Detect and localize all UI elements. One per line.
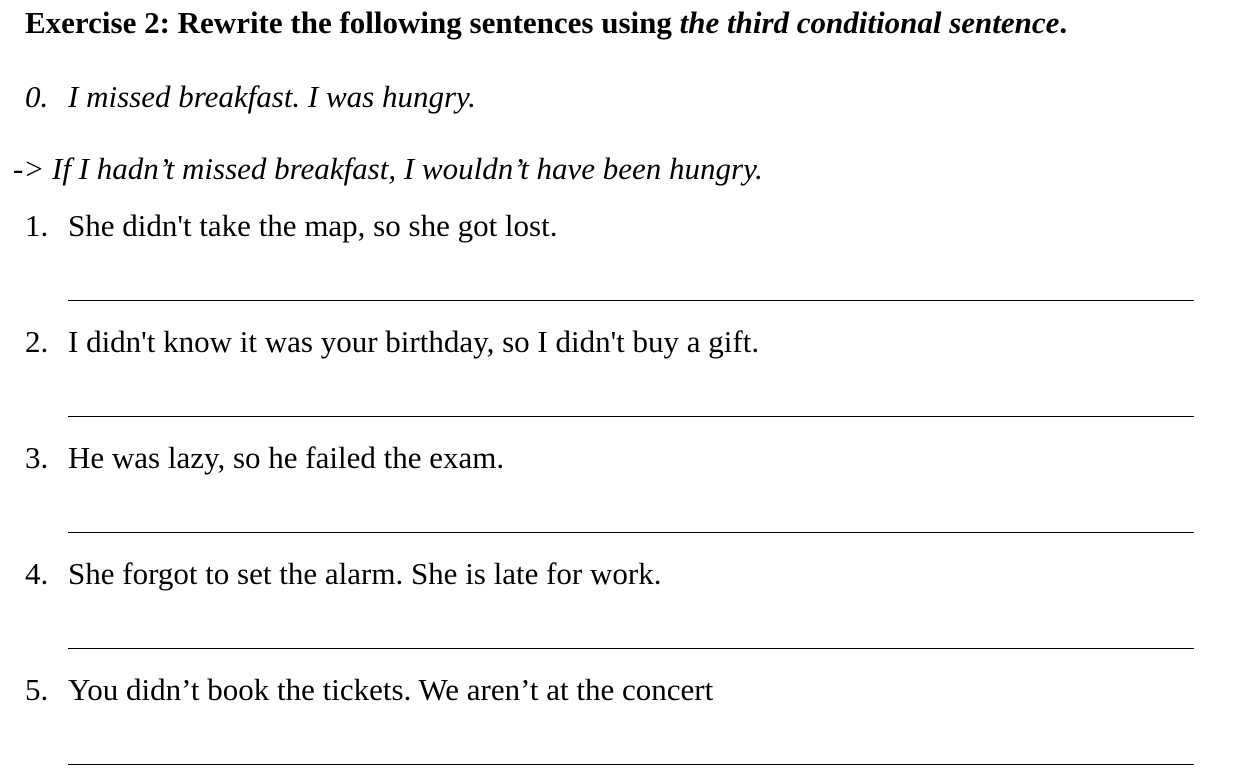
title-italic-text: the third conditional sentence xyxy=(679,5,1060,40)
example-number: 0. xyxy=(25,79,49,114)
example-sentence: I missed breakfast. I was hungry. xyxy=(68,79,476,114)
item-number: 2. xyxy=(25,324,49,359)
example-answer: -> If I hadn’t missed breakfast, I wouldn’t have been hungry. xyxy=(13,151,763,186)
answer-line[interactable] xyxy=(68,648,1194,649)
item-number: 4. xyxy=(25,556,49,591)
item-sentence: She forgot to set the alarm. She is late for work. xyxy=(68,556,662,591)
item-sentence: He was lazy, so he failed the exam. xyxy=(68,440,505,475)
answer-line[interactable] xyxy=(68,300,1194,301)
title-end-text: . xyxy=(1059,5,1068,40)
item-sentence: She didn't take the map, so she got lost. xyxy=(68,208,558,243)
item-number: 3. xyxy=(25,440,49,475)
title-bold-text: Exercise 2: Rewrite the following sentences using xyxy=(25,5,680,40)
answer-line[interactable] xyxy=(68,416,1194,417)
item-number: 1. xyxy=(25,208,49,243)
exercise-title xyxy=(25,4,1067,42)
answer-line[interactable] xyxy=(68,764,1194,765)
item-sentence: You didn’t book the tickets. We aren’t at the concert xyxy=(68,672,714,707)
answer-line[interactable] xyxy=(68,532,1194,533)
item-sentence: I didn't know it was your birthday, so I didn't buy a gift. xyxy=(68,324,760,359)
item-number: 5. xyxy=(25,672,49,707)
